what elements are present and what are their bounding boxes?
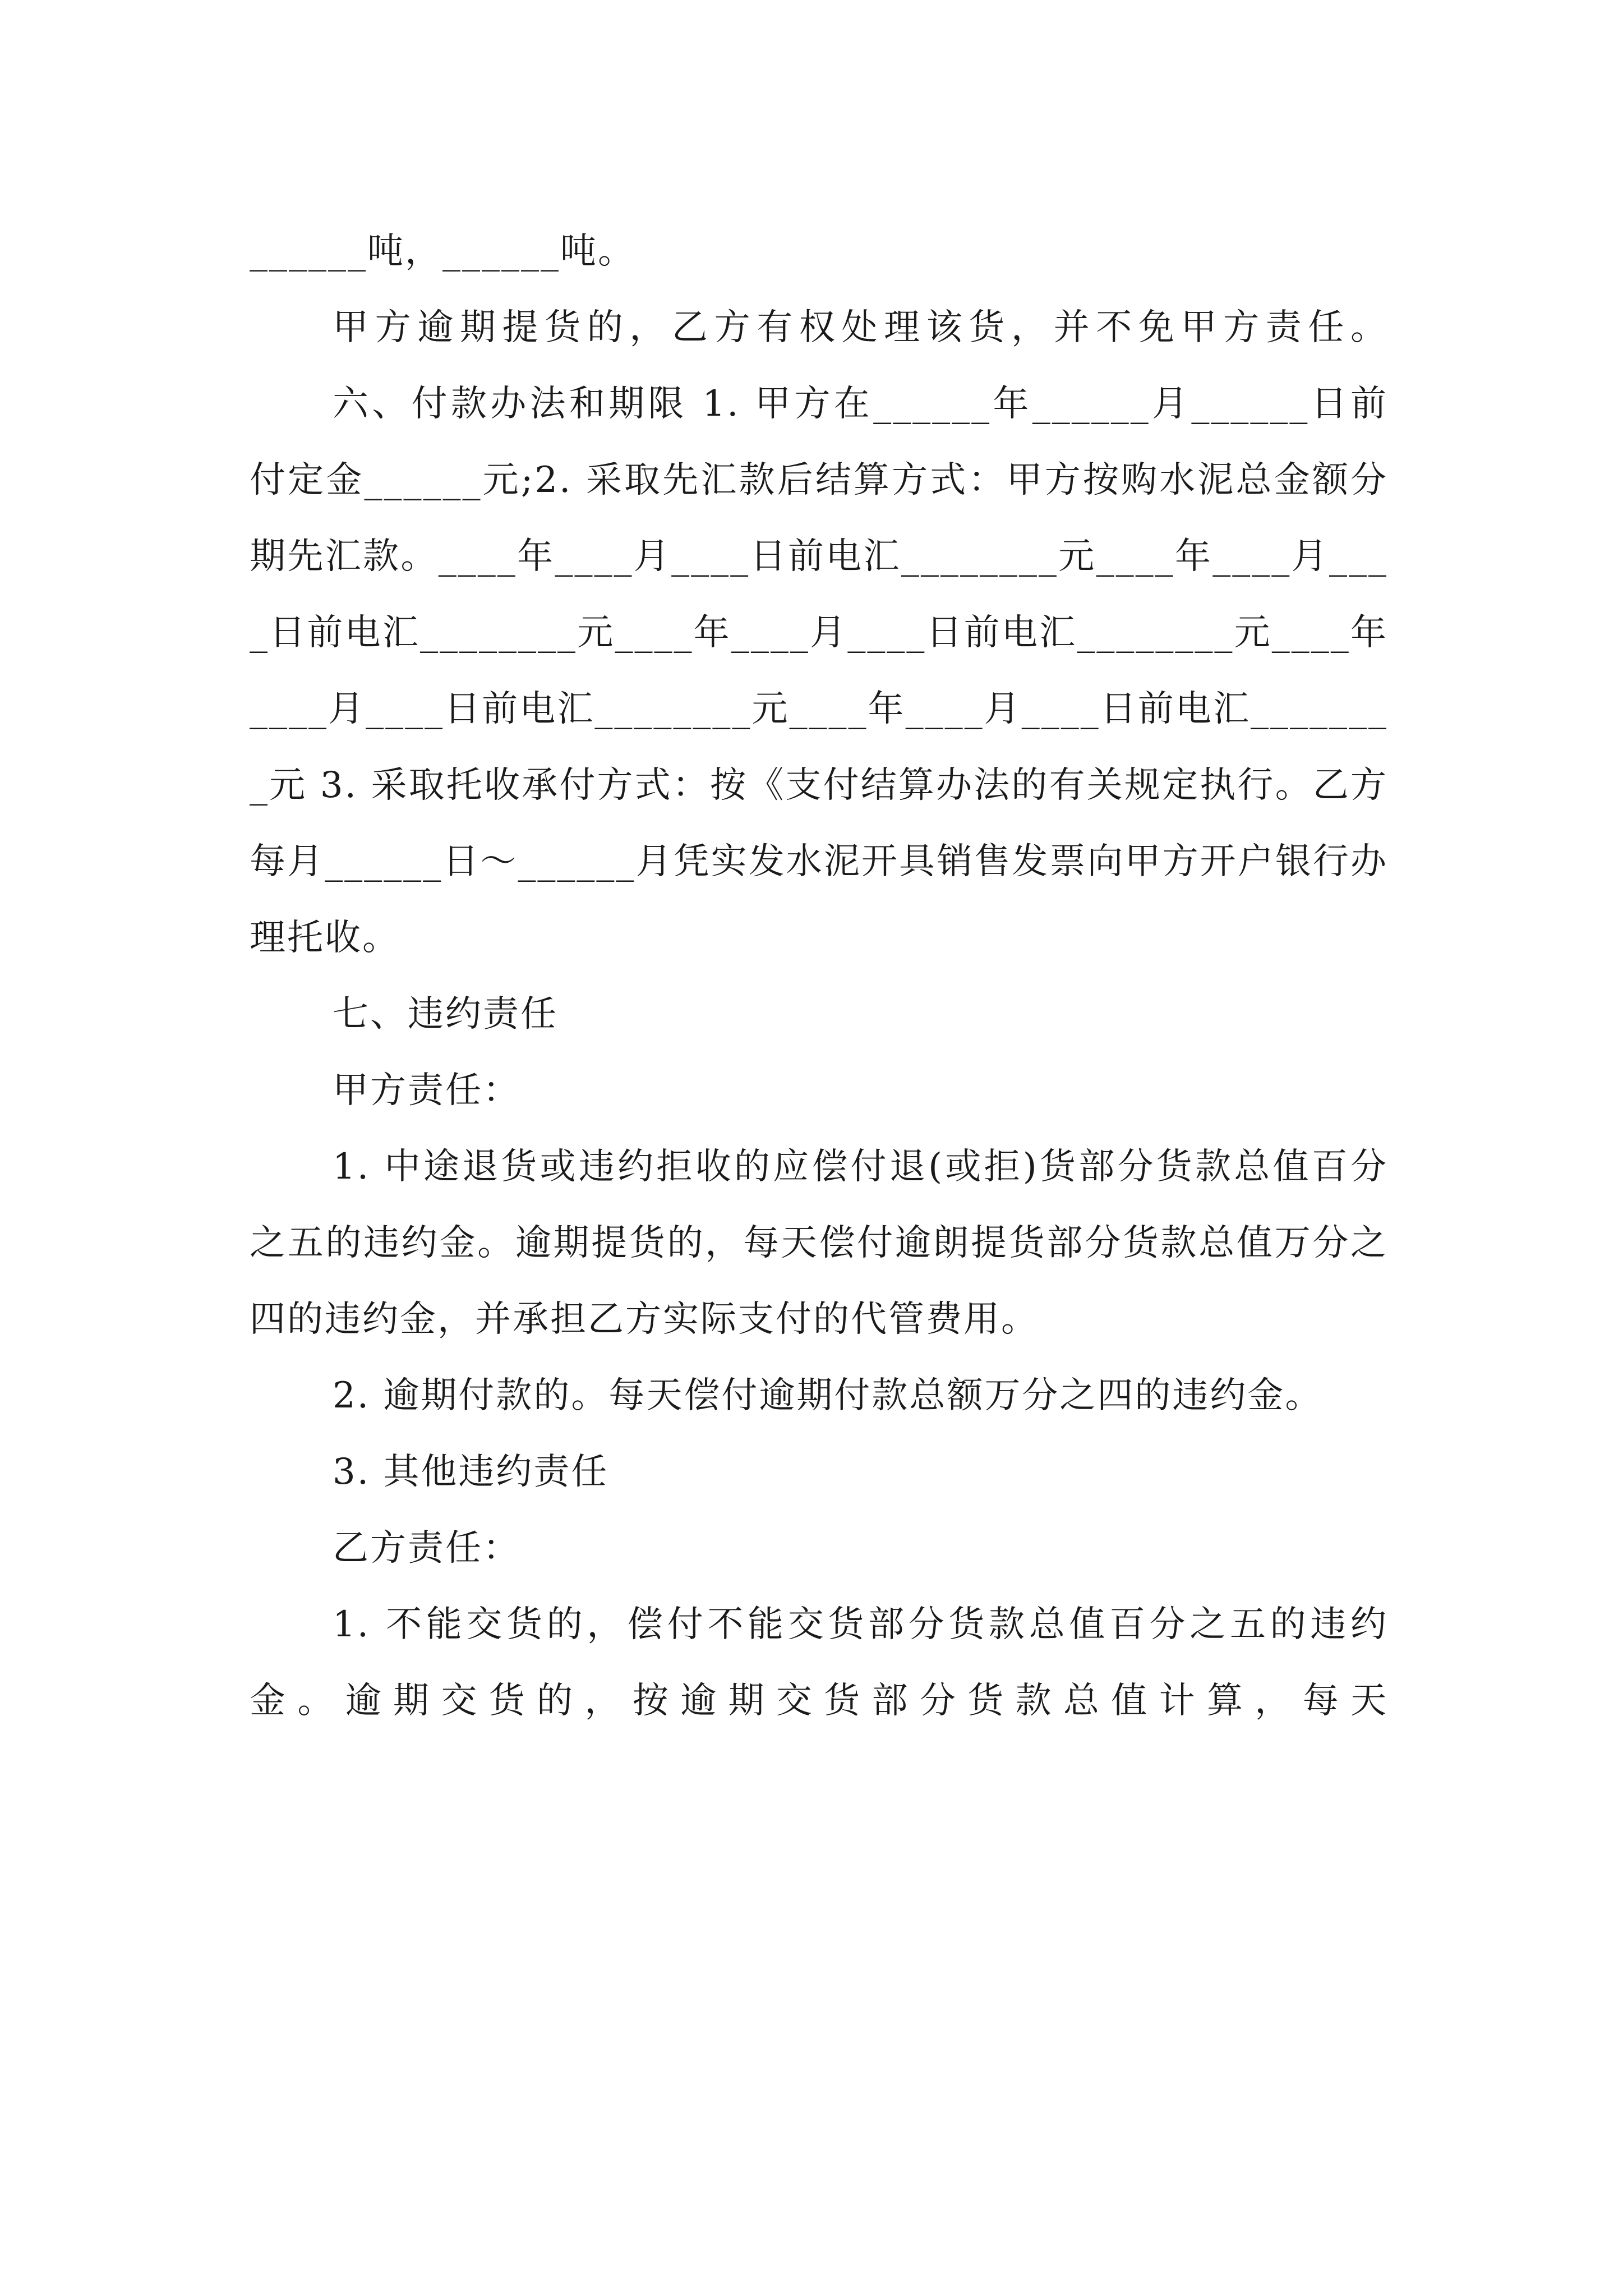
paragraph-late-pickup: 甲方逾期提货的，乙方有权处理该货，并不免甲方责任。 [333,307,1388,348]
paragraph-payment-terms: 六、付款办法和期限 1. 甲方在______年______月______日前付定金______元;2. 采取先汇款后结算方式：甲方按购水泥总金额分期先汇款。____年____月____日前电汇________元____年____月____日前电汇________元____年____月____日前电汇________元____年____月____日前电汇________元____年____月____日前电汇________元 3. 采取托收承付方式：按《支付结算办法的有关规定执行。乙方每月______日～______月凭实发水泥开具销售发票向甲方开户银行办理托收。 [250,383,1388,959]
paragraph-quantity-blanks: ______吨，______吨。 [250,231,635,272]
party-a-liability-heading: 甲方责任： [333,1070,520,1111]
document-page [250,213,1388,1739]
party-a-clause-1: 1. 中途退货或违约拒收的应偿付退(或拒)货部分货款总值百分之五的违约金。逾期提货的，每天偿付逾朗提货部分货款总值万分之四的违约金，并承担乙方实际支付的代管费用。 [250,1146,1388,1340]
party-a-clause-2: 2. 逾期付款的。每天偿付逾期付款总额万分之四的违约金。 [333,1375,1323,1416]
section-heading-breach-liability: 七、违约责任 [333,993,558,1035]
party-b-liability-heading: 乙方责任： [333,1527,520,1569]
party-b-clause-1: 1. 不能交货的，偿付不能交货部分货款总值百分之五的违约金。逾期交货的，按逾期交货部分货款总值计算，每天 [250,1604,1388,1722]
party-a-clause-3: 3. 其他违约责任 [333,1451,609,1493]
